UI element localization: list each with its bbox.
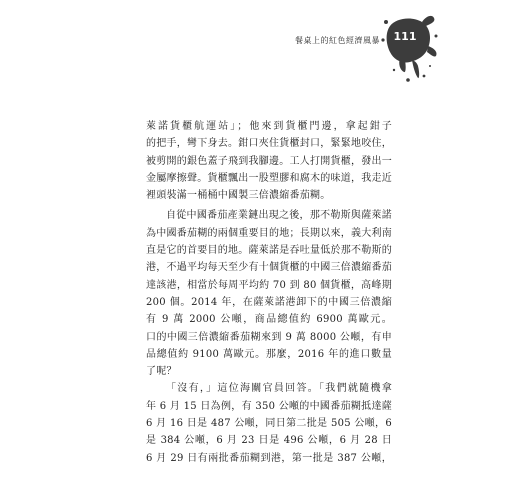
text-line: 為中國番茄糊的兩個重要目的地；長期以來，義大利南 <box>146 227 392 239</box>
text-line: 金屬摩擦聲。貨櫃飄出一股塑膠和腐木的味道，我走近 <box>146 172 392 184</box>
text-line: 直是它的首要目的地。薩萊諾是吞吐量低於那不勒斯的 <box>146 245 392 257</box>
text-line: 了呢？ <box>146 366 177 378</box>
paragraph <box>146 207 392 380</box>
text-line: 港，不過平均每天至少有十個貨櫃的中國三倍濃縮番茄 <box>146 262 392 274</box>
text-line: 萊諾貨櫃航運站」；他來到貨櫃門邊，拿起鉗子 <box>146 121 392 132</box>
text-line: 是 384 公噸，6 月 23 日是 496 公噸，6 月 28 日 <box>146 435 392 447</box>
text-line: 年 6 月 15 日為例，有 350 公噸的中國番茄糊抵達薩 <box>146 400 392 412</box>
text-line: 6 月 16 日是 487 公噸，同日第二批是 505 公噸，6 <box>146 418 392 430</box>
page-number: 111 <box>393 30 417 43</box>
body-text <box>146 118 392 467</box>
text-line: 口的中國三倍濃縮番茄糊來到 9 萬 8000 公噸，有申 <box>146 331 392 343</box>
text-line: 的把手，彎下身去。鉗口夾住貨櫃封口，緊緊地咬住， <box>146 138 392 150</box>
text-line: 200 個。2014 年，在薩萊諾港卸下的中國三倍濃縮 <box>146 296 392 308</box>
text-line: 裡頭裝滿一桶桶中國製三倍濃縮番茄糊。 <box>146 190 331 202</box>
text-line: 被剪開的銀色蓋子飛到我腳邊。工人打開貨櫃，發出一 <box>146 155 392 167</box>
ink-splash-icon <box>378 10 440 84</box>
paragraph <box>146 380 392 466</box>
text-line: 「沒有，」這位海關官員回答。「我們就隨機拿 <box>166 383 392 395</box>
text-line: 品總值約 9100 萬歐元。那麼，2016 年的進口數量 <box>146 348 392 360</box>
text-line: 6 月 29 日有兩批番茄糊到港，第一批是 387 公噸， <box>146 452 392 464</box>
paragraph <box>146 118 392 204</box>
text-line: 達該港，相當於每周平均約 70 到 80 個貨櫃，高峰期 <box>146 279 392 291</box>
text-line: 自從中國番茄產業鏈出現之後，那不勒斯與薩萊諾 <box>166 210 392 222</box>
running-header: 餐桌上的紅色經濟風暴 <box>295 36 380 45</box>
text-line: 有 9 萬 2000 公噸，商品總值約 6900 萬歐元。 <box>146 314 392 326</box>
